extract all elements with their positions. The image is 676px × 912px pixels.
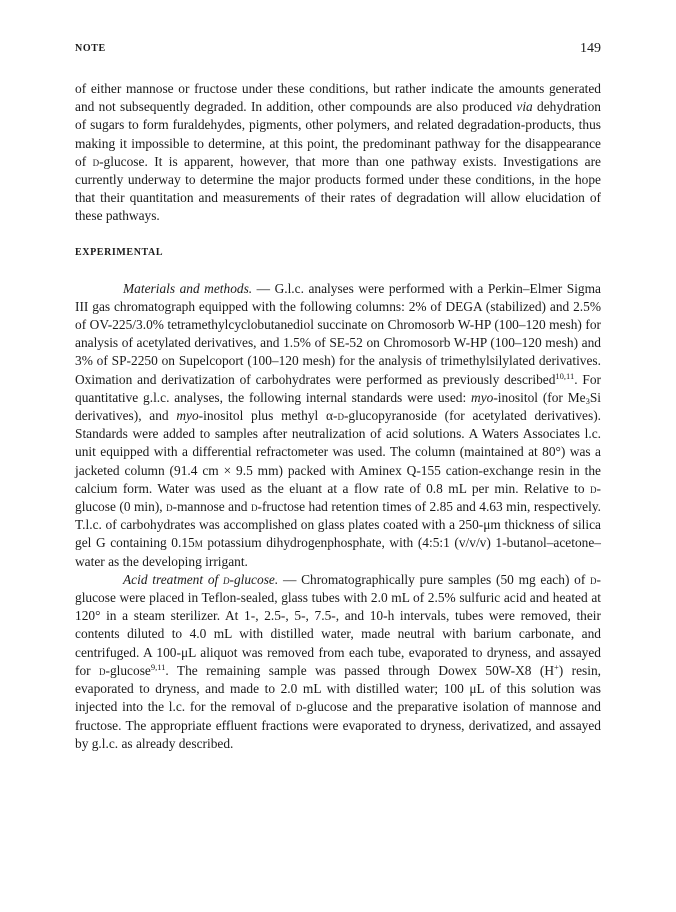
text-run: -glucose (0 min), (75, 480, 601, 515)
small-caps-run: d (92, 153, 100, 169)
charge-superscript: + (553, 661, 559, 672)
page-number: 149 (580, 41, 601, 56)
text-run: -glucose (105, 662, 151, 678)
text-run: dehydration of sugars to form furaldehydes, pigments, other polymers, and related degradation-products, thus making it impossible to determine, at this point, the predominant pathway for the disappearance of (75, 99, 602, 169)
small-caps-run: d (222, 571, 230, 587)
reference-superscript: 10,11 (555, 370, 575, 381)
subscript: 3 (585, 395, 590, 406)
text-run: -glucose were placed in Teflon-sealed, glass tubes with 2.0 mL of 2.5% sulfuric acid and heated at 120° in a steam sterilizer. At 1-, 2.5-, 5-, 7.5-, and 10-h intervals, tubes were removed, their contents diluted to 4.0 mL with distilled water, made neutral with barium carbonate, and centrifuged. A 100-μL aliquot was removed from each tube, evaporated to dryness, and assayed for (75, 571, 601, 678)
text-run: -glucose and the preparative isolation of mannose and fructose. The appropriate effluent fractions were evaporated to dryness, derivatized, and assayed by g.l.c. as already described. (75, 699, 601, 751)
italic-run: via (516, 99, 533, 115)
text-run: -mannose and (172, 499, 251, 515)
text-run: Acid treatment of (123, 571, 223, 587)
text-run: -glucose. It is apparent, however, that more than one pathway exists. Investigations are currently underway to determine the major products formed under these conditions, in the hope that their quantitation and measurements of their rates of degradation will allow elucidation of these pathways. (75, 153, 601, 224)
text-run: ) resin, evaporated to dryness, and made to 2.0 mL with distilled water; 100 μL of this solution was injected into the l.c. for the removal of (75, 662, 601, 715)
text-run: potassium dihydrogenphosphate, with (4:5:1 (v/v/v) 1-butanol–acetone–water as the developing irrigant. (75, 535, 602, 569)
text-run: — G.l.c. analyses were performed with a Perkin–Elmer Sigma III gas chromatograph equipped with the following columns: 2% of DEGA (stabilized) and 2.5% of OV-225/3.0% tetramethylcyclobutanediol succinate on Chromosorb W-HP (100–120 mesh) for analysis of acetylated derivatives, and 1.5% of SE-52 on Chromosorb W-HP (100–120 mesh) and 3% of SP-2250 on Supelcoport (100–120 mesh) for the analysis of trimethylsilylated derivatives. Oximation and derivatization of carbohydrates were performed as previously described (75, 280, 601, 387)
small-caps-run: d (337, 408, 344, 424)
text-run: -inositol (for Me (493, 389, 586, 405)
running-header (75, 43, 601, 59)
text-run: -inositol plus methyl α- (198, 408, 338, 424)
intro-paragraph (75, 80, 601, 226)
section-heading: EXPERIMENTAL (75, 246, 164, 258)
italic-run: myo (471, 389, 494, 405)
paragraph-title: Materials and methods. (123, 280, 253, 296)
small-caps-run: d (98, 662, 106, 678)
materials-methods-paragraph (75, 280, 601, 571)
small-caps-run: d (590, 480, 597, 496)
text-run: -glucose. (229, 571, 279, 587)
text-run: of either mannose or fructose under these conditions, but rather indicate the amounts generated and not subsequently degraded. In addition, other compounds are also produced (75, 81, 601, 115)
section-label: NOTE (75, 43, 106, 54)
italic-run: myo (176, 408, 199, 424)
small-caps-run: d (250, 499, 258, 515)
body-text (75, 80, 601, 753)
reference-superscript: 9,11 (150, 661, 166, 672)
text-run: . For quantitative g.l.c. analyses, the following internal standards were used: (75, 371, 601, 405)
paragraph-title (123, 572, 278, 587)
text-run: -glucopyranoside (for acetylated derivatives). Standards were added to samples after neutralization of acid solutions. A Waters Associates l.c. unit equipped with a differential refractometer was used. The column (maintained at 80°) was a jacketed column (91.4 cm × 9.5 mm) packed with Aminex Q-155 cation-exchange resin in the calcium form. Water was used as the eluant at a flow rate of 0.8 mL per min. Relative to (75, 408, 602, 496)
small-caps-run: d (166, 499, 173, 515)
small-caps-run: m (194, 535, 203, 551)
acid-treatment-paragraph (75, 571, 601, 753)
small-caps-run: d (590, 571, 597, 587)
text-run: . The remaining sample was passed through Dowex 50W-X8 (H (165, 662, 554, 678)
text-run: -fructose had retention times of 2.85 and 4.63 min, respectively. T.l.c. of carbohydrates was accomplished on glass plates coated with a 250-μm thickness of silica gel G containing 0.15 (75, 499, 601, 551)
small-caps-run: d (295, 699, 303, 715)
text-run: — Chromatographically pure samples (50 mg each) of (278, 571, 591, 587)
text-run: Si derivatives), and (75, 389, 601, 424)
